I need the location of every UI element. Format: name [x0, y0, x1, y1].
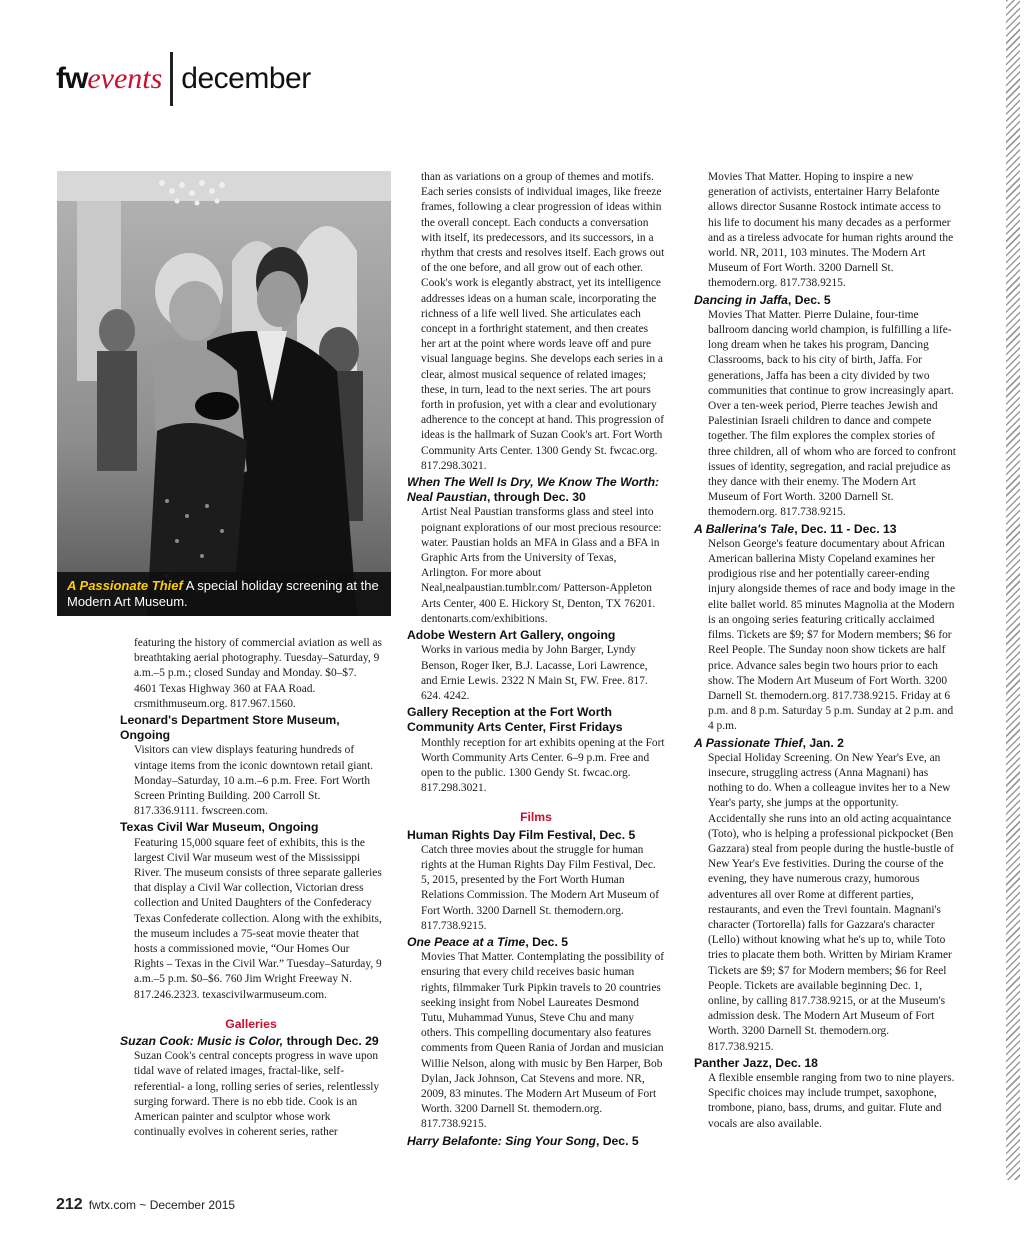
- event-leonards: [120, 713, 382, 819]
- continued-entry: [120, 636, 382, 712]
- event-body: Works in various media by John Barger, Lyndy Benson, Roger Iker, B.J. Lacasse, Lori Lawrence, and Ernie Lewis. 2322 N Main St, FW. Free. 817. 624. 4242.: [421, 644, 648, 702]
- brand-fw: fw: [56, 62, 88, 95]
- event-title-italic: Suzan Cook: Music is Color,: [120, 1034, 284, 1049]
- event-suzan-cook: [120, 1034, 382, 1140]
- event-passionate-thief: [694, 736, 956, 1055]
- event-body: Movies That Matter. Pierre Dulaine, four-time ballroom dancing world champion, is fulfilling a life-long dream when he takes his program, Dancing Classrooms, back to his city of birth, Jaffa. For generations, Jaffa has been a city divided by two communities that continue to grow increasingly apart. Over a ten-week period, Pierre teaches Jewish and Palestinian Israeli children to dance and compete together. The film explores the complex stories of three children, all of whom who are forced to confront issues of identity, segregation, and racial prejudice as they dance with their enemy. The Modern Art Museum of Fort Worth. 3200 Darnell St. themodern.org. 817.738.9215.: [708, 308, 956, 519]
- event-title: [694, 736, 956, 751]
- event-title-italic: When The Well Is Dry, We Know The Worth: Neal Paustian: [407, 475, 660, 505]
- event-panther-jazz: [694, 1056, 956, 1132]
- continued-text: featuring the history of commercial aviation as well as breathtaking aerial photography. Tuesday–Saturday, 9 a.m.–5 p.m.; closed Sunday and Monday. $0–$7. 4601 Texas Highway 360 at FAA Road. crsmithmuseum.org. 817.967.1560.: [134, 637, 382, 710]
- event-title-date: , Dec. 11 - Dec. 13: [794, 521, 897, 536]
- page-number: 212: [56, 1196, 83, 1213]
- event-one-peace: [407, 935, 665, 1133]
- column-2: [407, 170, 665, 1149]
- event-gallery-reception: [407, 705, 665, 796]
- event-body: Special Holiday Screening. On New Year's Eve, an insecure, struggling actress (Anna Magnani) has nothing to do. When a colleague invites her to a New Year's party, she jumps at the opportunity. Accidentally she runs into an old acting acquaintance (Toto), who is helping a professional pickpocket (Ben Gazzara) steal from people during the hustle-bustle of New Year's Eve festivities. During the course of the evening, they have numerous crazy, humorous adventures all over Rome at different parties, restaurants, and even the Trevi fountain. Magnani's character (Tortorella) falls for Gazzara's character (Lello) without knowing what he's up to, while Toto tries to placate them both. Written by Miriam Kramer Tickets are $9; $7 for Modern members; $6 for Reel People. Tickets are available beginning Dec. 1, online, by calling 817.738.9215, or at the Museum's admission desk. The Modern Art Museum of Fort Worth. 3200 Darnell St. themodern.org. 817.738.9215.: [708, 751, 954, 1053]
- event-title-italic: A Passionate Thief: [694, 735, 803, 750]
- event-body: Visitors can view displays featuring hundreds of vintage items from the iconic downtown retail giant. Monday–Saturday, 10 a.m.–6 p.m. Free. Fort Worth Screen Printing Building. 200 Carroll St. 817.336.9111. fwscreen.com.: [134, 744, 374, 818]
- event-title: Human Rights Day Film Festival, Dec. 5: [407, 827, 636, 842]
- event-title: [694, 293, 956, 308]
- event-title: Panther Jazz, Dec. 18: [694, 1055, 818, 1070]
- event-body: Suzan Cook's central concepts progress in wave upon tidal wave of related images, fractal-like, self-referential- a long, rolling series of series, relentlessly surging forward. There is no ebb tide. Cook is an American painter and sculptor whose work continually evolves in coherent series, rather: [134, 1050, 380, 1139]
- event-title-italic: One Peace at a Time: [407, 934, 526, 949]
- event-adobe-western: [407, 628, 665, 704]
- event-title-italic: Harry Belafonte: Sing Your Song: [407, 1133, 596, 1148]
- event-title: [407, 1134, 665, 1149]
- event-title: Adobe Western Art Gallery, ongoing: [407, 628, 616, 643]
- continued-entry: [407, 170, 665, 474]
- continued-entry: [694, 170, 956, 292]
- event-body: Featuring 15,000 square feet of exhibits, this is the largest Civil War museum west of the Mississippi River. The museum consists of three separate galleries that display a Civil War collection, Victorian dress collection and United Daughters of the Confederacy Texas Confederate collection. Along with the exhibits, the museum includes a 75-seat movie theater that hosts a commissioned movie, “Our Homes Our Rights – Texas in the Civil War.” Tuesday–Saturday, 9 a.m.–5 p.m. $0–$6. 760 Jim Wright Freeway N. 817.246.2323. texascivilwarmuseum.com.: [134, 836, 382, 1001]
- photo-illustration: [57, 171, 391, 616]
- event-title-date: , Dec. 5: [787, 292, 831, 307]
- page-footer: [56, 1196, 235, 1214]
- page-edge-pattern: [1006, 0, 1020, 1180]
- event-ballerinas-tale: [694, 522, 956, 735]
- event-human-rights-festival: [407, 828, 665, 934]
- event-title-date: , Dec. 5: [525, 934, 569, 949]
- event-title: [694, 522, 956, 537]
- continued-text: Movies That Matter. Hoping to inspire a new generation of activists, entertainer Harry Belafonte allows director Susanne Rostock intimate access to his life to document his many decades as a performer and as a tireless advocate for human rights around the world. NR, 2011, 103 minutes. The Modern Art Museum of Fort Worth. 3200 Darnell St. themodern.org. 817.738.9215.: [708, 171, 954, 290]
- event-title-date: through Dec. 29: [283, 1034, 379, 1049]
- section-heading-galleries: Galleries: [225, 1016, 277, 1031]
- event-body: Monthly reception for art exhibits opening at the Fort Worth Community Arts Center. 6–9 p.m. Free and open to the public. 1300 Gendy St. fwcac.org. 817.298.3021.: [421, 736, 665, 795]
- event-texas-civil-war: [120, 820, 382, 1002]
- event-title-date: , Jan. 2: [802, 735, 844, 750]
- event-harry-belafonte: [407, 1134, 665, 1149]
- event-title: Gallery Reception at the Fort Worth Community Arts Center, First Fridays: [407, 705, 623, 735]
- event-title-italic: A Ballerina's Tale: [694, 521, 795, 536]
- event-body: Catch three movies about the struggle for human rights at the Human Rights Day Film Festival, Dec. 5, 2015, presented by the Fort Worth Human Relations Commission. The Modern Art Museum of Fort Worth. 3200 Darnell St. themodern.org. 817.738.9215.: [421, 843, 660, 932]
- column-1: [120, 636, 382, 1142]
- footer-text: fwtx.com ~ December 2015: [88, 1198, 236, 1212]
- event-body: Movies That Matter. Contemplating the possibility of ensuring that every child receives basic human rights, filmmaker Turk Pipkin travels to 20 countries seeking insight from Nobel Laureates Desmond Tutu, Muhammad Yunus, Steve Chu and many others. This compelling documentary also features comments from Queen Rania of Jordan and musician Willie Nelson, along with music by Ben Harper, Bob Dylan, Jack Johnson, Cat Stevens and more. NR, 2009, 83 minutes. The Modern Art Museum of Fort Worth. 3200 Darnell St. themodern.org. 817.738.9215.: [421, 951, 665, 1131]
- section-heading-films: Films: [520, 810, 552, 825]
- brand-events: events: [87, 62, 163, 95]
- event-title: [407, 475, 665, 505]
- caption-text: A special holiday screening at the Modern Art Museum.: [67, 578, 379, 609]
- event-body: Nelson George's feature documentary about African American ballerina Misty Copeland examines her prodigious rise and her potentially career-ending injury alongside themes of race and body image in the elite ballet world. 85 minutes Magnolia at the Modern is an ongoing series featuring critically acclaimed films. Tickets are $9; $7 for Modern members; $6 for Reel People. The Sunday noon show tickets are half price. Advance sales begin two hours prior to each show. The Modern Art Museum of Fort Worth. 3200 Darnell St. themodern.org. 817.738.9215. Friday at 6 p.m. and 8 p.m. Saturday 5 p.m. Sunday at 2 p.m. and 4 p.m.: [708, 537, 956, 733]
- event-title-date: , Dec. 5: [595, 1133, 639, 1148]
- event-title: Texas Civil War Museum, Ongoing: [120, 820, 319, 835]
- event-dancing-in-jaffa: [694, 293, 956, 521]
- masthead-month: december: [181, 62, 311, 95]
- masthead-divider: [170, 52, 173, 106]
- masthead: [56, 50, 311, 108]
- event-body: Artist Neal Paustian transforms glass and steel into poignant explorations of our most precious resource: water. Paustian holds an MFA in Glass and a BFA in Graphic Arts from the University of Texas, Arlington. For more about Neal,nealpaustian.tumblr.com/ Patterson-Appleton Arts Center, 400 E. Hickory St, Denton, TX 76201. dentonarts.com/exhibitions.: [421, 506, 662, 625]
- continued-text: than as variations on a group of themes and motifs. Each series consists of individual images, like freeze frames, following a clear progression of ideas within the overall concept. Each conducts a conversation with itself, its predecessors, and its successors, in a rhythm that crests and resolves itself. Each grows out of the one before, and all grow out of each other. Cook's work is elegantly abstract, yet its intelligence addresses ideas on a human scale, incorporating the richness of a life well lived. She articulates each concept in a forthright statement, and then creates her art at the point where words leave off and pure visual language begins. She develops each series in a clear, almost musical sequence of related images; these, in turn, lead to the next series. The art pours forth in profusion, yet with a clear and evolutionary adherence to the concept at hand. This progression of ideas is the hallmark of Suzan Cook's art. Fort Worth Community Arts Center. 1300 Gendy St. fwcac.org. 817.298.3021.: [421, 171, 665, 472]
- caption-title: A Passionate Thief: [67, 578, 183, 593]
- photo-caption: [57, 572, 391, 616]
- column-3: [694, 170, 956, 1133]
- feature-photo: [57, 171, 391, 616]
- event-title: Leonard's Department Store Museum, Ongoing: [120, 713, 340, 743]
- event-neal-paustian: [407, 475, 665, 627]
- event-body: A flexible ensemble ranging from two to nine players. Specific choices may include trumpet, saxophone, trombone, piano, bass, drums, and guitar. Flute and vocals are also available.: [708, 1071, 955, 1130]
- event-title: [407, 935, 665, 950]
- event-title: [120, 1034, 382, 1049]
- event-title-italic: Dancing in Jaffa: [694, 292, 788, 307]
- event-title-date: , through Dec. 30: [486, 490, 586, 505]
